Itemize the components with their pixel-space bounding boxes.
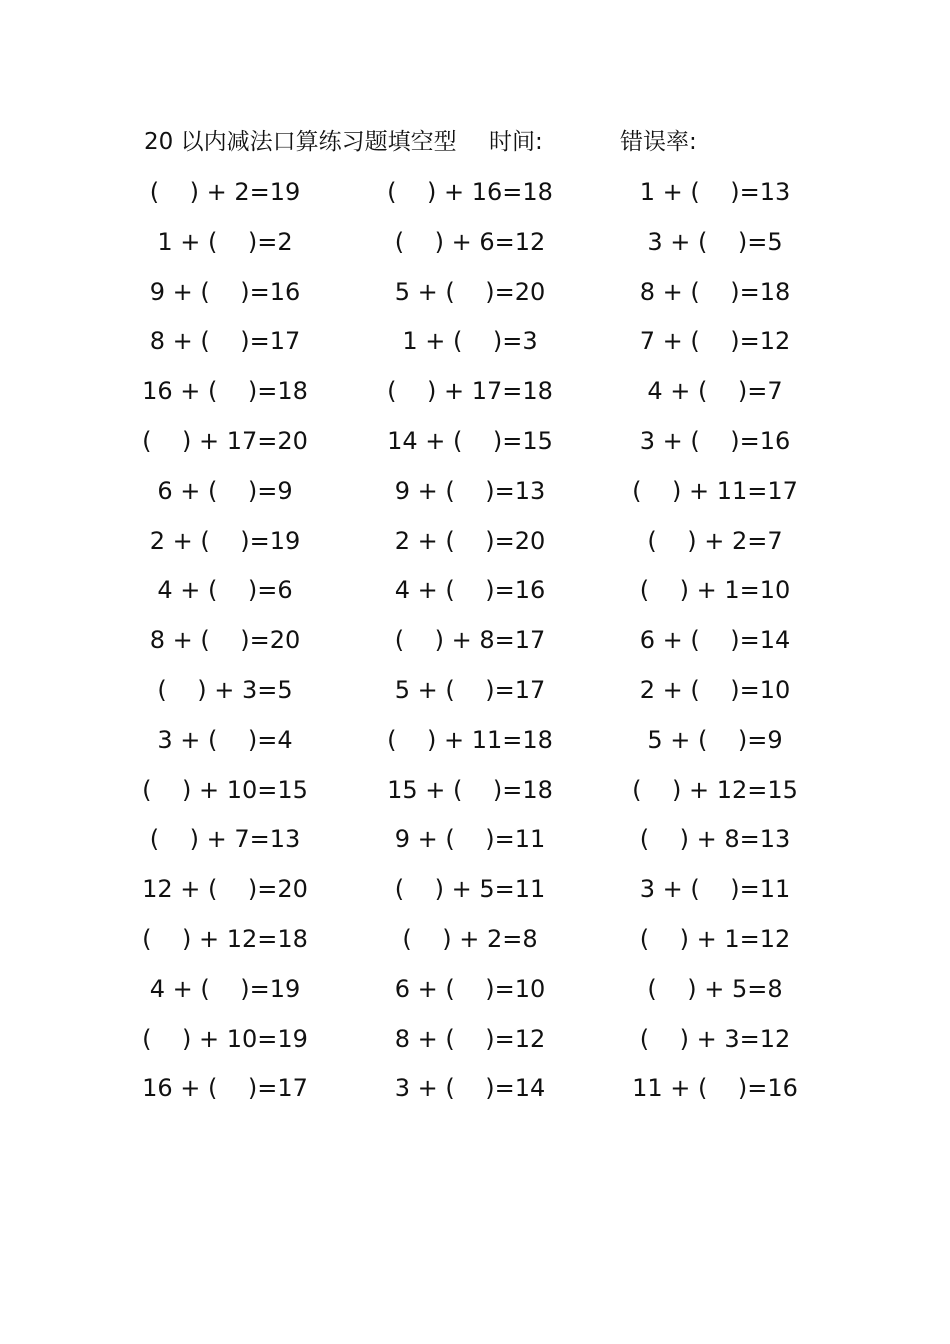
problem-grid — [0, 172, 950, 1118]
problem-item: ( ) + 12=18 — [142, 924, 308, 953]
problem-row — [0, 222, 950, 272]
problem-item: ( ) + 2=8 — [402, 924, 538, 953]
problem-item: 1 + ( )=13 — [639, 178, 791, 206]
problem-item: 3 + ( )=16 — [639, 426, 791, 455]
problem-row — [0, 172, 950, 222]
problem-item: ( ) + 8=17 — [394, 626, 546, 655]
problem-row — [0, 919, 950, 969]
problem-row — [0, 869, 950, 919]
problem-row — [0, 720, 950, 770]
problem-item: 15 + ( )=18 — [387, 775, 553, 804]
problem-row — [0, 371, 950, 421]
problem-item: 16 + ( )=18 — [142, 377, 308, 406]
problem-row — [0, 521, 950, 571]
problem-item: ( ) + 16=18 — [387, 178, 553, 206]
problem-item: 4 + ( )=16 — [394, 576, 546, 605]
problem-item: 6 + ( )=10 — [394, 974, 546, 1003]
problem-item: 8 + ( )=17 — [149, 327, 301, 356]
problem-item: 2 + ( )=20 — [394, 526, 546, 555]
problem-item: 5 + ( )=9 — [647, 725, 783, 754]
problem-item: 8 + ( )=12 — [394, 1024, 546, 1053]
problem-item: 9 + ( )=13 — [394, 476, 546, 505]
problem-row — [0, 770, 950, 820]
problem-item: 6 + ( )=14 — [639, 626, 791, 655]
problem-item: 14 + ( )=15 — [387, 426, 553, 455]
problem-item: ( ) + 8=13 — [639, 825, 791, 854]
problem-item: 6 + ( )=9 — [157, 476, 293, 505]
problem-item: ( ) + 6=12 — [394, 227, 546, 256]
problem-row — [0, 1068, 950, 1118]
problem-item: 8 + ( )=18 — [639, 277, 791, 306]
problem-row — [0, 670, 950, 720]
time-label: 时间: — [489, 129, 543, 155]
problem-item: 1 + ( )=3 — [402, 327, 538, 356]
problem-item: 11 + ( )=16 — [632, 1074, 798, 1103]
problem-item: 2 + ( )=10 — [639, 675, 791, 704]
worksheet-title: 20 以内减法口算练习题填空型 — [144, 129, 457, 155]
problem-item: 9 + ( )=11 — [394, 825, 546, 854]
problem-item: ( ) + 1=10 — [639, 576, 791, 605]
problem-row — [0, 1019, 950, 1069]
problem-item: 1 + ( )=2 — [157, 227, 293, 256]
problem-item: ( ) + 12=15 — [632, 775, 798, 804]
problem-item: 7 + ( )=12 — [639, 327, 791, 356]
problem-item: 3 + ( )=14 — [394, 1074, 546, 1103]
problem-item: 3 + ( )=5 — [647, 227, 783, 256]
problem-item: ( ) + 2=7 — [647, 526, 783, 555]
problem-item: ( ) + 5=11 — [394, 875, 546, 904]
problem-row — [0, 471, 950, 521]
problem-item: 5 + ( )=17 — [394, 675, 546, 704]
problem-item: 16 + ( )=17 — [142, 1074, 308, 1103]
problem-item: 12 + ( )=20 — [142, 875, 308, 904]
problem-item: ( ) + 11=17 — [632, 476, 798, 505]
problem-item: 5 + ( )=20 — [394, 277, 546, 306]
problem-row — [0, 819, 950, 869]
problem-item: ( ) + 5=8 — [647, 974, 783, 1003]
problem-item: 8 + ( )=20 — [149, 626, 301, 655]
problem-item: ( ) + 2=19 — [149, 178, 301, 206]
problem-item: ( ) + 1=12 — [639, 924, 791, 953]
problem-row — [0, 272, 950, 322]
error-rate-label: 错误率: — [620, 129, 697, 155]
problem-item: 9 + ( )=16 — [149, 277, 301, 306]
problem-row — [0, 570, 950, 620]
problem-item: ( ) + 7=13 — [149, 825, 301, 854]
problem-item: ( ) + 3=12 — [639, 1024, 791, 1053]
problem-row — [0, 620, 950, 670]
problem-item: ( ) + 17=18 — [387, 377, 553, 406]
problem-item: 3 + ( )=11 — [639, 875, 791, 904]
problem-row — [0, 321, 950, 371]
problem-item: ( ) + 3=5 — [157, 675, 293, 704]
problem-item: ( ) + 17=20 — [142, 426, 308, 455]
problem-item: 4 + ( )=6 — [157, 576, 293, 605]
problem-row — [0, 421, 950, 471]
problem-item: ( ) + 10=15 — [142, 775, 308, 804]
problem-item: ( ) + 11=18 — [387, 725, 553, 754]
problem-row — [0, 969, 950, 1019]
problem-item: 4 + ( )=19 — [149, 974, 301, 1003]
problem-item: 4 + ( )=7 — [647, 377, 783, 406]
problem-item: 2 + ( )=19 — [149, 526, 301, 555]
problem-item: 3 + ( )=4 — [157, 725, 293, 754]
worksheet-header — [0, 126, 950, 158]
problem-item: ( ) + 10=19 — [142, 1024, 308, 1053]
